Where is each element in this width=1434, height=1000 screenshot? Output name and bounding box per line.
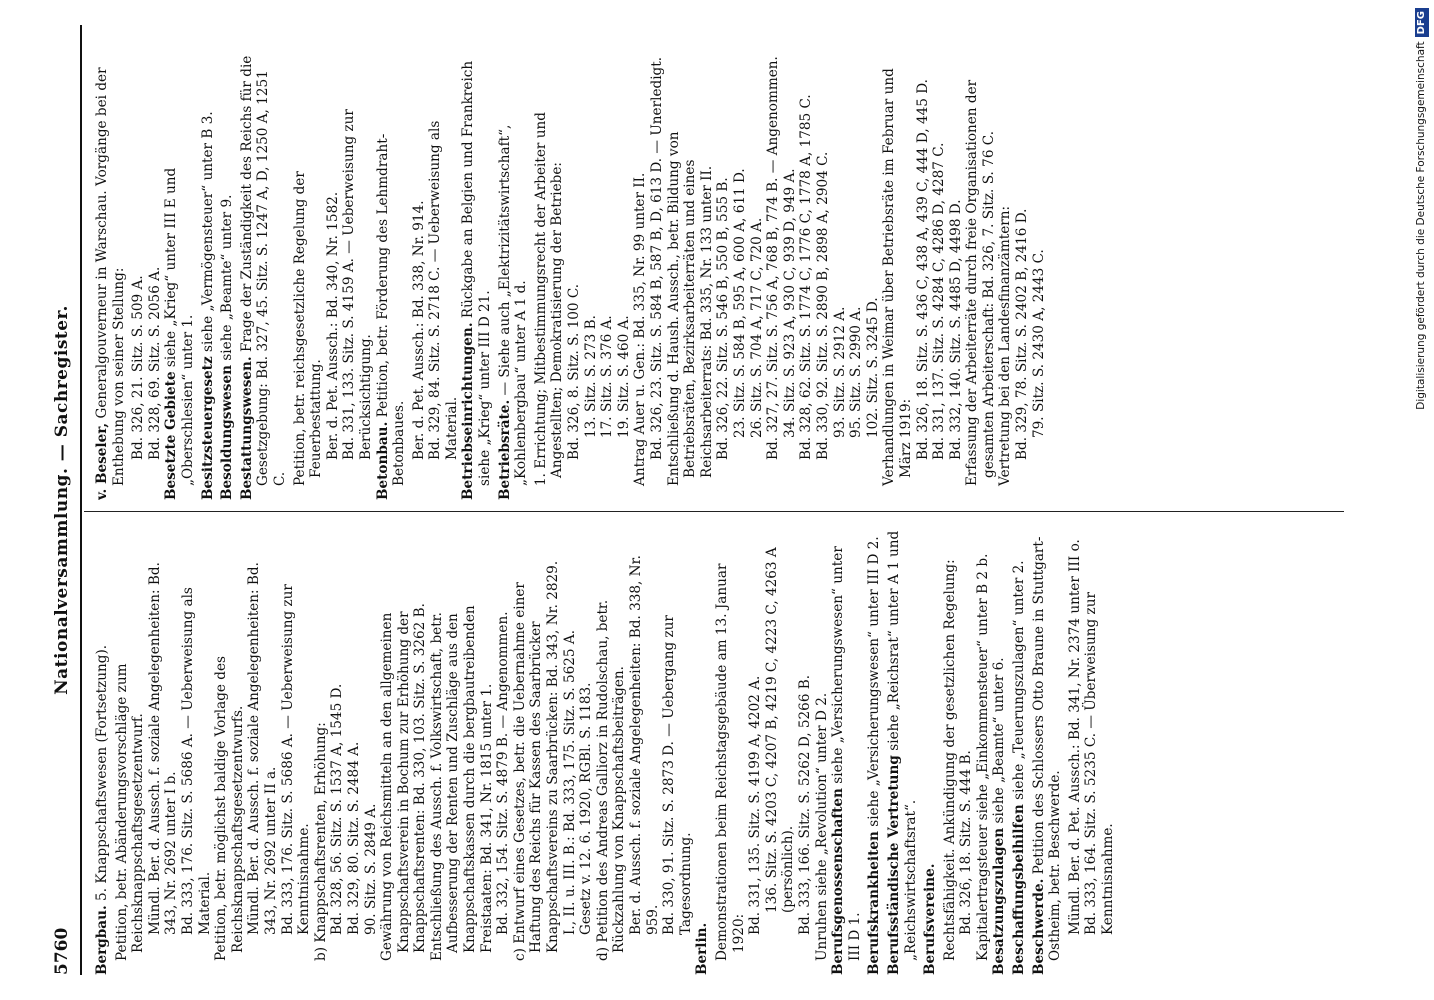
register-entry (460, 55, 493, 500)
entry-text: Rückgabe an Belgien und Frankreich siehe „Krieg“ unter III D 21. (460, 60, 494, 486)
register-subentry: Bd. 332, 140. Sitz. S. 4485 D, 4498 D. (947, 199, 964, 460)
entry-keyword: Besatzungszulagen (991, 827, 1008, 975)
register-entry (830, 530, 863, 975)
register-subentry: Bd. 332, 154. Sitz. S. 4879 B. — Angenommen. (495, 611, 512, 935)
entry-keyword: Beschaffungsbeihilfen (1011, 804, 1028, 975)
register-subentry: Mündl. Ber. d. Aussch. f. soziale Angelegenheiten: Bd. 343, Nr. 2692 unter II a. (246, 562, 279, 935)
register-entry (886, 530, 919, 975)
register-entry (163, 55, 196, 500)
page-number: 5760 (52, 927, 72, 975)
register-entry (1031, 530, 1064, 975)
entry-keyword: Betriebseinrichtungen. (460, 322, 477, 500)
register-subentry: Bd. 331, 137. Sitz. S. 4284 C, 4286 D, 4287 C. (931, 142, 948, 460)
register-entry (94, 530, 111, 975)
register-entry (375, 55, 408, 500)
register-subentry: Antrag Auer u. Gen.: Bd. 335, Nr. 99 unter II. (632, 172, 649, 486)
entry-text: siehe „Krieg“ unter III E und „Oberschlesien“ unter 1. (163, 167, 196, 486)
register-subentry: Rechtsfähigkeit. Ankündigung der gesetzlichen Regelung: (941, 559, 958, 961)
entry-text: Petition, betr. Förderung des Lehmdraht-Betonbaues. (374, 133, 408, 486)
register-subentry: Bd. 326, 22. Sitz. S. 546 B, 550 B, 555 B. (715, 177, 732, 460)
entry-text: Petition des Schlossers Otto Braune in Stuttgart-Ostheim, betr. Beschwerde. (1030, 536, 1064, 961)
register-entry (694, 530, 711, 975)
register-entry (866, 530, 883, 975)
register-entry (200, 55, 217, 500)
register-entry (219, 55, 236, 500)
register-subentry: 19. Sitz. S. 460 A. (615, 315, 632, 438)
register-subentry: Bd. 327, 27. Sitz. S. 756 A, 768 B, 774 B. — Angenommen. (765, 56, 782, 460)
register-subentry: Bd. 329, 78. Sitz. S. 2402 B, 2416 D. (1014, 208, 1031, 460)
register-subentry: Entschließung des Aussch. f. Volkswirtschaft, betr. Aufbesserung der Renten und Zuschläge aus den Knappschaftskassen durch die bergbautreibenden Freistaaten: Bd. 341, Nr. 1815 unter 1. (428, 605, 495, 961)
register-subentry: Petition, betr. möglichst baldige Vorlage des Reichsknappschaftsgesetzentwurfs. (213, 655, 246, 961)
register-subentry: Bd. 331, 135. Sitz. S. 4199 A, 4202 A. (747, 675, 764, 935)
entry-text: siehe „Reichsrat“ unter A 1 und „Reichswirtschaftsrat“. (885, 530, 919, 961)
register-subentry: Bd. 329, 80. Sitz. S. 2484 A. (345, 741, 362, 935)
register-subentry: 136. Sitz. S. 4203 C, 4207 B, 4219 C, 4223 C, 4263 A (persönlich). (763, 547, 797, 913)
register-subentry: 17. Sitz. S. 376 A. (599, 315, 616, 438)
entry-keyword: Berufsgenossenschaften (830, 788, 847, 975)
entry-text: siehe „Teuerungszulagen“ unter 2. (1011, 560, 1028, 800)
right-column (94, 55, 1364, 500)
register-subentry: Kapitalertragsteuer siehe „Einkommensteuer“ unter B 2 b. (974, 553, 991, 961)
register-entry (239, 55, 289, 500)
register-subentry: I., II. u. III. B.: Bd. 333, 175. Sitz. S. 5625 A. (561, 629, 578, 935)
register-subentry: Vertretung bei den Landesfinanzämtern: (997, 205, 1014, 486)
register-subentry: Bd. 331, 133. Sitz. S. 4159 A. — Ueberweisung zur Berücksichtigung. (341, 109, 374, 460)
register-subentry: Bd. 328, 62. Sitz. S. 1774 C, 1776 C, 1778 A, 1785 C. (798, 94, 815, 460)
dfg-logo: DFG (1415, 8, 1429, 37)
entry-keyword: Bestattungswesen. (238, 356, 255, 500)
register-subentry: Bd. 326, 18. Sitz. S. 444 B. (958, 750, 975, 935)
register-subentry: Bd. 330, 92. Sitz. S. 2890 B, 2898 A, 2904 C. (814, 151, 831, 460)
entry-keyword: Berlin. (694, 922, 711, 975)
register-subentry: Ber. d. Aussch. f. soziale Angelegenheiten: Bd. 338, Nr. 959. (628, 555, 661, 935)
register-subentry: 93. Sitz. S. 2912 A. (831, 306, 848, 438)
register-subentry: Bd. 329, 84. Sitz. S. 2718 C. — Ueberweisung als Material. (427, 120, 460, 460)
entry-keyword: Bergbau. (94, 905, 110, 975)
entry-text: siehe „Vermögensteuer“ unter B 3. (199, 111, 216, 352)
entry-keyword: Betonbau. (374, 421, 391, 500)
register-subentry: 13. Sitz. S. 273 B. (582, 315, 599, 438)
register-subentry: Erfassung der Arbeiterräte durch freie Organisationen der gesamten Arbeiterschaft: Bd. 326, 7. Sitz. S. 76 C. (964, 79, 997, 486)
register-subentry: 90. Sitz. S. 2849 A. (362, 803, 379, 935)
register-subentry: 95. Sitz. S. 2990 A. (848, 306, 865, 438)
register-subentry: Entschließung d. Haush. Aussch., betr. Bildung von Betriebsräten, Bezirksarbeiterräten und eines Reichsarbeiterrats: Bd. 335, Nr. 133 unter II. (665, 131, 715, 486)
register-entry (922, 530, 939, 975)
entry-keyword: Besetzte Gebiete (163, 371, 180, 500)
entry-text: Generalgouverneur in Warschau. Vorgänge bei der Enthebung von seiner Stellung: (94, 67, 127, 486)
register-subentry: Bd. 333, 176. Sitz. S. 5686 A. — Ueberweisung als Material. (179, 587, 213, 935)
register-subentry: d) Petition des Andreas Galliorz in Rudolschau, betr. Rückzahlung von Knappschaftsbeiträgen. (594, 599, 628, 961)
register-subentry: Mündl. Ber. d. Aussch. f. soziale Angelegenheiten: Bd. 343, Nr. 2692 unter I b. (146, 562, 180, 935)
register-subentry: 79. Sitz. S. 2430 A, 2443 C. (1030, 249, 1047, 438)
register-subentry: Petition, betr. reichsgesetzliche Regelung der Feuerbestattung. (291, 171, 325, 486)
register-subentry: Unruhen siehe „Revolution“ unter D 2. (813, 692, 830, 961)
register-subentry: b) Knappschaftsrenten, Erhöhung: (312, 722, 329, 961)
register-subentry: Bd. 326, 23. Sitz. S. 584 B, 587 B, D, 613 D. — Unerledigt. (649, 56, 665, 460)
digitization-credit (1411, 8, 1431, 992)
entry-text: 5. Knappschaftswesen (Fortsetzung). (94, 644, 110, 901)
register-subentry: Bd. 326, 18. Sitz. S. 436 C, 438 A, 439 C, 444 D, 445 D. (914, 79, 931, 460)
entry-text: siehe „Beamte“ unter 6. (991, 657, 1008, 824)
entry-text: — Siehe auch „Elektrizitätswirtschaft“, „Kohlenbergbau“ unter A 1 d. (496, 124, 530, 486)
register-subentry: Ber. d. Pet. Aussch.: Bd. 340, Nr. 1582. (324, 191, 341, 460)
register-subentry: Bd. 333, 166. Sitz. S. 5262 D, 5266 B. (796, 674, 813, 935)
register-subentry: Bd. 333, 176. Sitz. S. 5686 A. — Ueberweisung zur Kenntnisnahme. (279, 584, 313, 935)
entry-keyword: Besoldungswesen (219, 365, 236, 500)
register-entry (1011, 530, 1028, 975)
entry-keyword: Beschwerde. (1030, 878, 1047, 975)
register-entry (94, 55, 127, 500)
register-subentry: Petition, betr. Abänderungsvorschläge zum Reichsknappschaftsgesetzentwurf. (113, 663, 147, 961)
register-subentry: 102. Sitz. S. 3245 D. (864, 297, 881, 438)
page-header (50, 25, 90, 975)
register-subentry: 34. Sitz. S. 923 A, 930 C, 939 D, 949 A. (781, 168, 798, 438)
entry-keyword: Berufsständische Vertretung (885, 755, 902, 975)
column-divider (84, 511, 1344, 512)
register-entry (991, 530, 1008, 975)
left-column (94, 530, 1364, 975)
register-subentry: 1. Errichtung; Mitbestimmungsrecht der Arbeiter und Angestellten; Demokratisierung der Betriebe: (532, 112, 566, 486)
register-subentry: Mündl. Ber. d. Pet. Aussch.: Bd. 341, Nr. 2374 unter III o. (1066, 539, 1083, 935)
register-subentry: Bd. 326, 8. Sitz. S. 100 C. (566, 283, 583, 460)
entry-text: siehe „Versicherungswesen“ unter III D 2. (866, 536, 883, 827)
entry-text: siehe „Versicherungswesen“ unter III D 1. (830, 546, 863, 961)
header-rule (80, 25, 82, 975)
register-subentry: c) Entwurf eines Gesetzes, betr. die Uebernahme einer Haftung des Reichs für Kassen des Saarbrücker Knappschaftsvereins zu Saarbrücken: Bd. 343, Nr. 2829. (511, 560, 562, 961)
entry-keyword: Berufskrankheiten (866, 831, 883, 975)
register-entry (497, 55, 530, 500)
entry-keyword: v. Beseler, (94, 422, 110, 500)
register-subentry: Bd. 328, 69. Sitz. S. 2056 A. (146, 266, 163, 460)
register-subentry: Demonstrationen beim Reichstagsgebäude am 13. Januar 1920: (713, 563, 747, 961)
entry-text: Frage der Zuständigkeit des Reichs für die Gesetzgebung: Bd. 327, 45. Sitz. S. 1247 A, D, 1250 A, 1251 C. (238, 55, 288, 486)
register-subentry: 26. Sitz. S. 704 A, 717 C, 720 A. (748, 217, 765, 438)
register-subentry: Gewährung von Reichsmitteln an den allgemeinen Knappschaftsverein in Bochum zur Erhöhung der Knappschaftsrenten: Bd. 330, 103. Sitz. S. 3262 B. (379, 603, 429, 961)
register-subentry: Ber. d. Pet. Aussch.: Bd. 338, Nr. 914. (410, 200, 427, 460)
credit-text: Digitalisierung gefördert durch die Deutsche Forschungsgemeinschaft (1415, 41, 1427, 410)
entry-keyword: Besitzsteuergesetz (199, 356, 216, 500)
register-subentry: Verhandlungen in Weimar über Betriebsräte im Februar und März 1919: (881, 68, 914, 486)
entry-keyword: Berufsvereine. (922, 863, 939, 975)
register-subentry: Gesetz v. 12. 6. 1920, RGBl. S. 1183. (578, 682, 595, 935)
rotated-register-page (50, 25, 1380, 975)
entry-text: siehe „Beamte“ unter 9. (219, 194, 236, 361)
entry-keyword: Betriebsräte. (496, 399, 513, 500)
register-subentry: Bd. 326, 21. Sitz. S. 509 A. (130, 275, 147, 460)
register-subentry: Bd. 328, 56. Sitz. S. 1537 A, 1545 D. (329, 683, 346, 935)
register-subentry: 23. Sitz. S. 584 B, 595 A, 600 A, 611 D. (731, 168, 748, 438)
register-subentry: Bd. 333, 164. Sitz. S. 5235 C. — Überweisung zur Kenntnisnahme. (1083, 592, 1117, 935)
page-title: Nationalversammlung. — Sachregister. (52, 305, 72, 695)
register-subentry: Bd. 330, 91. Sitz. S. 2873 D. — Uebergang zur Tagesordnung. (661, 615, 694, 935)
